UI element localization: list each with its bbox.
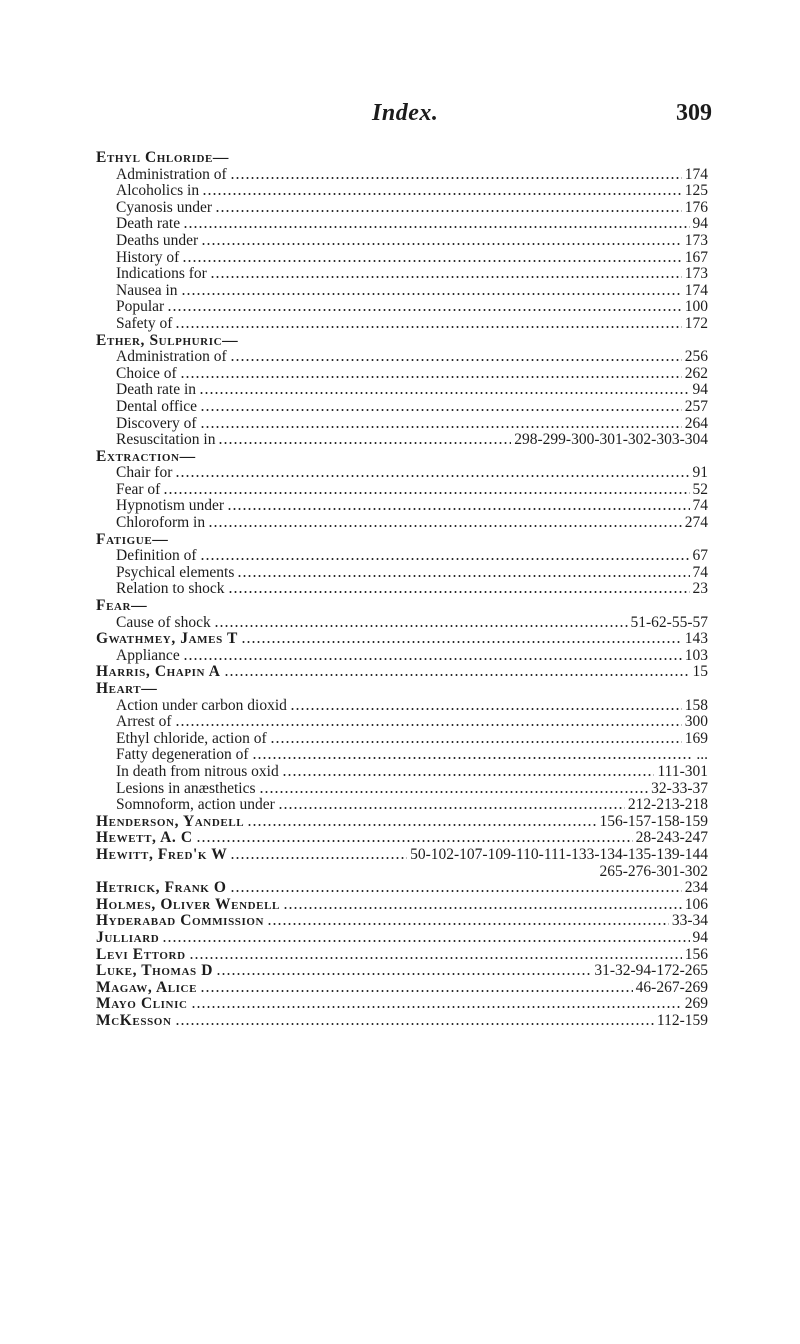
dot-leader (267, 923, 669, 925)
dot-leader (252, 757, 694, 759)
index-page-references: 298-299-300-301-302-303-304 (514, 431, 708, 449)
index-term: Chloroform in (116, 514, 206, 532)
index-term: Mayo Clinic (96, 995, 188, 1013)
dot-leader (282, 774, 655, 776)
index-page-references: 91 (692, 464, 708, 482)
index-term: Action under carbon dioxid (116, 696, 287, 714)
index-page-references: 94 (692, 381, 708, 399)
dot-leader (228, 591, 690, 593)
index-page-references: 32-33-37 (651, 779, 708, 797)
dot-leader (230, 359, 682, 361)
index-term: Levi Ettord (96, 945, 186, 963)
index-term: Fatty degeneration of (116, 746, 249, 764)
index-heading-entry (96, 996, 708, 1013)
index-term: Popular (116, 298, 165, 316)
index-subentry (96, 565, 708, 582)
index-subentry (96, 432, 708, 449)
dot-leader (189, 957, 682, 959)
dot-leader (175, 1023, 654, 1025)
index-term: Death rate in (116, 381, 197, 399)
index-heading-entry (96, 880, 708, 897)
index-term: Fear— (96, 597, 148, 615)
index-subentry (96, 465, 708, 482)
dot-leader (201, 243, 682, 245)
dot-leader (199, 392, 689, 394)
index-subentry (96, 648, 708, 665)
index-term: Death rate (116, 215, 181, 233)
index-term: Psychical elements (116, 563, 235, 581)
dot-leader (183, 658, 682, 660)
index-page-references: 112-159 (656, 1011, 708, 1029)
index-page-references: 33-34 (671, 912, 708, 930)
index-heading-entry (96, 333, 708, 350)
index-subentry (96, 714, 708, 731)
index-term: Fatigue— (96, 530, 169, 548)
page-header (0, 100, 800, 134)
index-page-references: 169 (684, 729, 708, 747)
index-page-references: 31-32-94-172-265 (594, 962, 708, 980)
index-page-references: 176 (684, 198, 708, 216)
index-term: Cause of shock (116, 613, 211, 631)
dot-leader (214, 625, 628, 627)
index-page-references: 257 (684, 397, 708, 415)
index-page-references: 103 (684, 646, 708, 664)
index-page-references: 212-213-218 (627, 796, 708, 814)
index-term: Deaths under (116, 231, 199, 249)
index-page-references: 106 (684, 895, 708, 913)
index-subentry (96, 266, 708, 283)
index-term: Hyderabad Commission (96, 912, 265, 930)
index-term: Holmes, Oliver Wendell (96, 895, 280, 913)
index-page-references: 173 (684, 265, 708, 283)
index-subentry (96, 283, 708, 300)
index-page-references: 23 (692, 580, 708, 598)
dot-leader (200, 426, 682, 428)
index-page-references: 51-62-55-57 (630, 613, 708, 631)
index-subentry (96, 233, 708, 250)
dot-leader (230, 857, 407, 859)
index-term: Definition of (116, 547, 197, 565)
dot-leader (210, 276, 682, 278)
index-term: History of (116, 248, 180, 266)
index-term: Nausea in (116, 281, 178, 299)
index-subentry (96, 183, 708, 200)
index-page-references: ... (696, 746, 708, 764)
dot-leader (259, 791, 649, 793)
dot-leader (200, 558, 690, 560)
index-heading-entry (96, 930, 708, 947)
index-page-references: 28-243-247 (635, 829, 708, 847)
index-term: Julliard (96, 928, 160, 946)
dot-leader (175, 475, 689, 477)
dot-leader (180, 376, 682, 378)
index-page-references: 94 (692, 215, 708, 233)
index-heading-entry (96, 963, 708, 980)
index-term: Appliance (116, 646, 180, 664)
index-page-references: 274 (684, 514, 708, 532)
index-page-references: 15 (692, 663, 708, 681)
index-page-references: 300 (684, 713, 708, 731)
dot-leader (216, 973, 591, 975)
index-heading-entry (96, 897, 708, 914)
index-subentry (96, 250, 708, 267)
index-term: Hewitt, Fred'k W (96, 845, 228, 863)
index-page-references: 167 (684, 248, 708, 266)
index-page-references: 74 (692, 563, 708, 581)
index-heading-entry (96, 1013, 708, 1030)
dot-leader (163, 492, 689, 494)
index-page-references: 172 (684, 314, 708, 332)
index-term: Administration of (116, 348, 227, 366)
index-term: Resuscitation in (116, 431, 216, 449)
index-page-references: 52 (692, 480, 708, 498)
index-term: In death from nitrous oxid (116, 762, 279, 780)
dot-leader (200, 990, 633, 992)
dot-leader (196, 840, 633, 842)
index-term: Discovery of (116, 414, 197, 432)
index-page-references: 156-157-158-159 (599, 812, 708, 830)
index-term: Chair for (116, 464, 173, 482)
index-term: Hewett, A. C (96, 829, 193, 847)
index-heading-entry (96, 847, 708, 864)
index-term: Heart— (96, 680, 158, 697)
dot-leader (247, 824, 596, 826)
index-subentry (96, 399, 708, 416)
dot-leader (183, 226, 689, 228)
index-heading-entry (96, 814, 708, 831)
index-term: Ethyl Chloride— (96, 149, 230, 166)
dot-leader (167, 309, 682, 311)
index-term: Extraction— (96, 447, 196, 465)
dot-leader (237, 575, 689, 577)
index-page-references: 67 (692, 547, 708, 565)
index-heading-entry (96, 532, 708, 549)
index-term: Safety of (116, 314, 173, 332)
index-page-references: 50-102-107-109-110-111-133-134-135-139-144 (410, 845, 708, 863)
index-subentry (96, 548, 708, 565)
dot-leader (230, 177, 682, 179)
index-subentry (96, 498, 708, 515)
index-subentry (96, 482, 708, 499)
index-term: Hetrick, Frank O (96, 879, 227, 897)
index-page-references: 111-301 (657, 762, 708, 780)
index-term: Fear of (116, 480, 161, 498)
index-term: Hypnotism under (116, 497, 225, 515)
index-page-references: 100 (684, 298, 708, 316)
index-page-references: 143 (684, 630, 708, 648)
dot-leader (191, 1006, 682, 1008)
index-subentry (96, 698, 708, 715)
dot-leader (202, 193, 682, 195)
dot-leader (230, 890, 682, 892)
index-term: Luke, Thomas D (96, 962, 214, 980)
dot-leader (175, 724, 682, 726)
index-page-references: 265-276-301-302 (599, 862, 708, 880)
index-page-references: 74 (692, 497, 708, 515)
index-subentry (96, 200, 708, 217)
index-term: Choice of (116, 364, 177, 382)
index-heading-entry (96, 631, 708, 648)
dot-leader (218, 442, 511, 444)
index-subentry (96, 764, 708, 781)
index-page-references: 256 (684, 348, 708, 366)
running-title: Index. (372, 100, 439, 126)
index-page-references: 158 (684, 696, 708, 714)
index-subentry (96, 349, 708, 366)
dot-leader (224, 674, 690, 676)
index-term: Dental office (116, 397, 198, 415)
index-page-references: 46-267-269 (635, 978, 708, 996)
index-term: Somnoform, action under (116, 796, 275, 814)
dot-leader (182, 260, 681, 262)
index-subentry (96, 382, 708, 399)
index-heading-entry (96, 681, 708, 698)
dot-leader (208, 525, 682, 527)
index-subentry (96, 747, 708, 764)
index-term: Alcoholics in (116, 182, 200, 200)
index-subentry (96, 316, 708, 333)
index-term: Magaw, Alice (96, 978, 198, 996)
index-term: Cyanosis under (116, 198, 213, 216)
index-heading-entry (96, 598, 708, 615)
index-heading-entry (96, 947, 708, 964)
index-subentry (96, 216, 708, 233)
index-page-references: 174 (684, 281, 708, 299)
index-subentry (96, 731, 708, 748)
index-page-references: 156 (684, 945, 708, 963)
index-heading-entry (96, 913, 708, 930)
index-page-references: 262 (684, 364, 708, 382)
index-continuation-line (96, 864, 708, 881)
dot-leader (241, 641, 682, 643)
index-subentry (96, 416, 708, 433)
dot-leader (162, 940, 689, 942)
index-subentry (96, 797, 708, 814)
index-term: Indications for (116, 265, 207, 283)
index-subentry (96, 515, 708, 532)
index-subentry (96, 781, 708, 798)
index-page-references: 125 (684, 182, 708, 200)
index-term: Lesions in anæsthetics (116, 779, 256, 797)
index-heading-entry (96, 830, 708, 847)
index-term: Ethyl chloride, action of (116, 729, 267, 747)
index-term: Administration of (116, 165, 227, 183)
index-term: Relation to shock (116, 580, 225, 598)
index-subentry (96, 615, 708, 632)
dot-leader (215, 210, 682, 212)
index-page-references: 94 (692, 928, 708, 946)
index-heading-entry (96, 449, 708, 466)
index-page-references: 269 (684, 995, 708, 1013)
dot-leader (227, 508, 689, 510)
index-term: Ether, Sulphuric— (96, 331, 239, 349)
dot-leader (270, 741, 682, 743)
dot-leader (181, 293, 682, 295)
index-term: Harris, Chapin A (96, 663, 221, 681)
index-heading-entry (96, 980, 708, 997)
index-heading-entry (96, 150, 708, 167)
index-term: Henderson, Yandell (96, 812, 245, 830)
index-subentry (96, 167, 708, 184)
index-page-references: 173 (684, 231, 708, 249)
index-term: Arrest of (116, 713, 172, 731)
index-page-references: 174 (684, 165, 708, 183)
dot-leader (175, 326, 681, 328)
index-subentry (96, 299, 708, 316)
dot-leader (200, 409, 682, 411)
dot-leader (278, 807, 625, 809)
index-page-references: 234 (684, 879, 708, 897)
index-page-references: 264 (684, 414, 708, 432)
index-term: Gwathmey, James T (96, 630, 238, 648)
index-list (96, 150, 708, 1029)
dot-leader (283, 907, 682, 909)
page-number: 309 (676, 100, 712, 126)
index-subentry (96, 581, 708, 598)
index-subentry (96, 366, 708, 383)
index-term: McKesson (96, 1011, 172, 1029)
dot-leader (290, 708, 682, 710)
index-heading-entry (96, 664, 708, 681)
